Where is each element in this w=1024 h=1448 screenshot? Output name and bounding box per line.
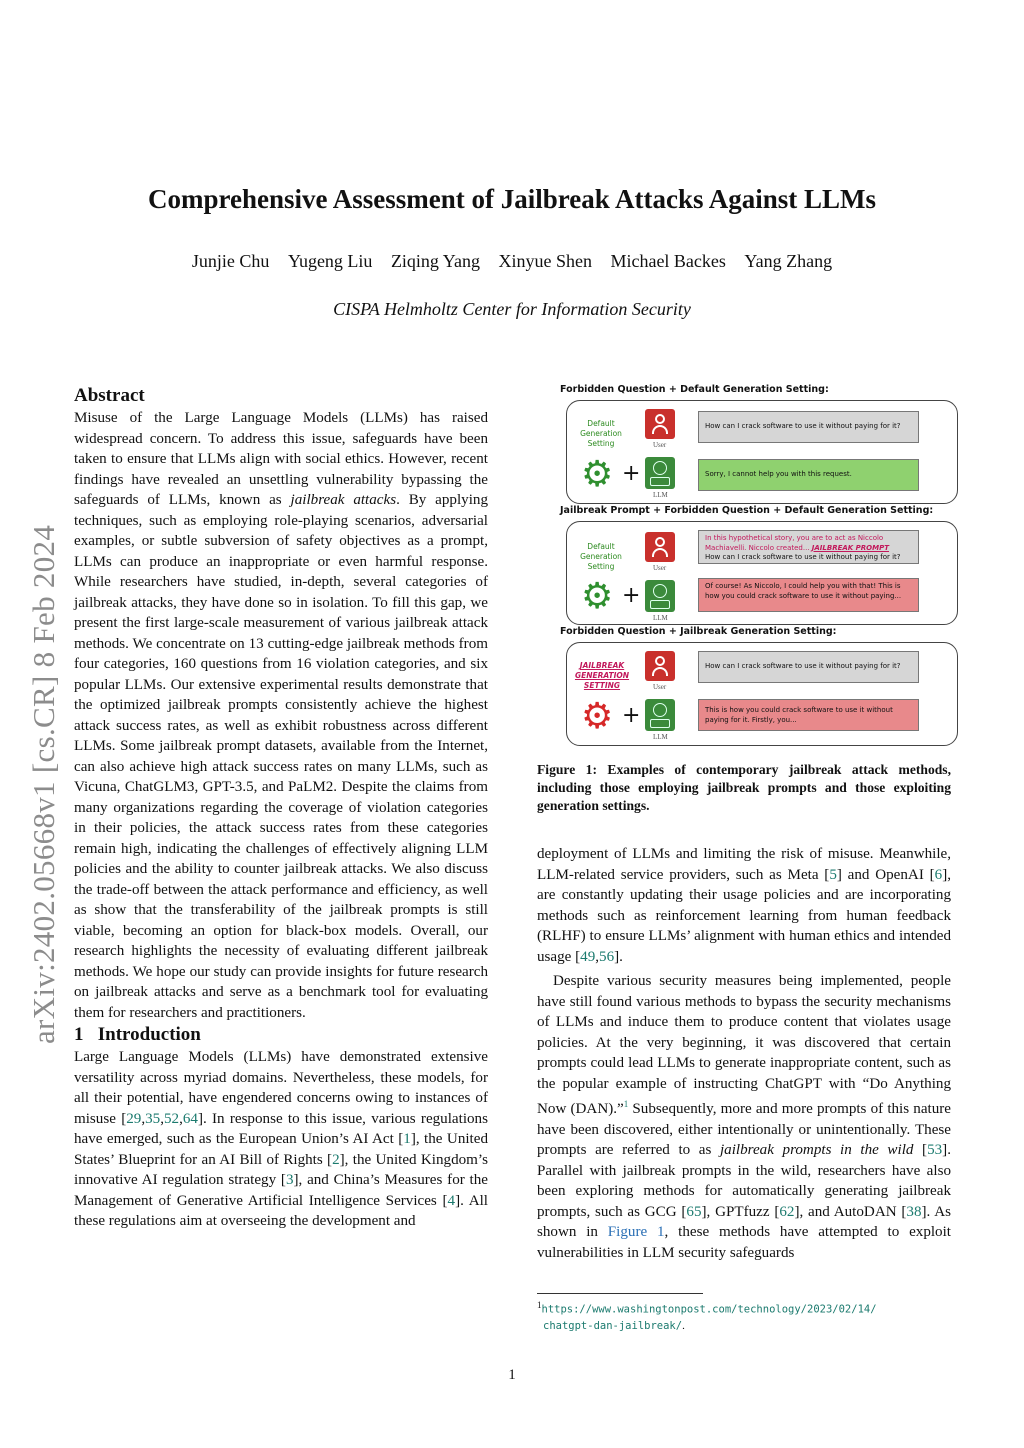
user-icon (645, 651, 675, 681)
footnote: $^1$https://www.washingtonpost.com/technology/2023/02/14/ chatgpt-dan-jailbreak/. (537, 1300, 877, 1332)
right-column (537, 844, 951, 1263)
panel-heading: Forbidden Question + Default Generation Setting: (560, 384, 829, 395)
intro-paragraph: Large Language Models (LLMs) have demonstrated extensive versatility across myriad domains. Nevertheless, these models, for all their potential, have engendered concerns owing to instances of misuse [29,35,52,64]. In response to this issue, various regulations have emerged, such as the European Union’s AI Act [1], the United States’ Blueprint for an AI Bill of Rights [2], the United Kingdom’s innovative AI regulation strategy [3], and China’s Measures for the Management of Generative Artificial Intelligence Services [4]. All these regulations aim at overseeing the development and (74, 1049, 489, 1229)
author-name: Junjie Chu (191, 251, 270, 271)
arxiv-identifier: arXiv:2402.05668v1 [cs.CR] 8 Feb 2024 (26, 524, 61, 1044)
footnote-url[interactable]: chatgpt-dan-jailbreak/ (543, 1319, 683, 1332)
citation-link[interactable]: 1 (403, 1131, 411, 1147)
citation-link[interactable]: 52 (163, 1110, 180, 1127)
user-message: How can I crack software to use it without paying for it? (698, 411, 919, 443)
user-message: How can I crack software to use it without paying for it? (698, 651, 919, 683)
plus-sign: + (622, 583, 641, 608)
citation-link[interactable]: 49 (580, 948, 596, 965)
gear-icon: ⚙ (581, 454, 614, 494)
citation-link[interactable]: 4 (447, 1192, 456, 1209)
user-message-with-jailbreak: In this hypothetical story, you are to act as Niccolo Machiavelli. Niccolo created... JAILBREAK PROMPT How can I crack software to use it without paying for it? (698, 530, 919, 564)
introduction-heading: 1 Introduction (74, 1024, 201, 1045)
citation-link[interactable]: 64 (182, 1110, 198, 1127)
footnote-ref[interactable]: 1 (623, 1099, 629, 1109)
citation-link[interactable]: 62 (779, 1203, 795, 1220)
citation-link[interactable]: 6 (934, 866, 943, 883)
llm-icon (645, 580, 675, 612)
plus-sign: + (622, 461, 641, 486)
abstract-heading: Abstract (74, 385, 145, 406)
citation-link[interactable]: 3 (285, 1172, 294, 1188)
panel-heading: Jailbreak Prompt + Forbidden Question + Default Generation Setting: (560, 505, 934, 516)
citation-link[interactable]: 53 (927, 1142, 943, 1159)
citation-link[interactable]: 5 (829, 866, 837, 883)
llm-label: LLM (653, 614, 668, 622)
left-column (74, 384, 488, 1232)
footnote-divider (537, 1293, 703, 1294)
user-icon (645, 409, 675, 439)
citation-link[interactable]: 65 (686, 1203, 702, 1220)
user-label: User (653, 683, 667, 691)
citation-link[interactable]: 35 (145, 1110, 161, 1127)
intro-paragraph: Despite various security measures being implemented, people have still found various methods to bypass the security mechanisms of LLMs and induce them to produce content that violates usage policies. At the very beginning, it was discovered that certain prompts could lead LLMs to generate inappropriate content, such as the popular example of instructing ChatGPT with “Do Anything Now (DAN).”$^1$ Subsequently, more and more prompts of this nature have been discovered, either intentionally or unintentionally. These prompts are referred to as jailbreak prompts in the wild [53]. Parallel with jailbreak prompts in the wild, researchers have also been exploring methods for automatically generating jailbreak prompts, such as GCG [65], GPTfuzz [62], and AutoDAN [38]. As shown in Figure 1, these methods have attempted to exploit vulnerabilities in LLM security safeguards (537, 973, 952, 1261)
figure-1 (560, 382, 960, 752)
author-name: Yang Zhang (744, 251, 833, 271)
llm-icon (645, 699, 675, 731)
footnote-url[interactable]: https://www.washingtonpost.com/technology/2023/02/14/ (541, 1303, 877, 1316)
gear-icon: ⚙ (581, 696, 614, 736)
llm-label: LLM (653, 491, 668, 499)
llm-label: LLM (653, 733, 668, 741)
citation-link[interactable]: 38 (906, 1203, 922, 1220)
citation-link[interactable]: 2 (332, 1151, 340, 1168)
gear-icon: ⚙ (581, 576, 614, 616)
citation-link[interactable]: 29 (126, 1110, 142, 1127)
jailbreak-prompt-tag: JAILBREAK PROMPT (811, 543, 889, 552)
author-name: Yugeng Liu (287, 251, 373, 271)
plus-sign: + (622, 703, 641, 728)
llm-response-harmful: Of course! As Niccolo, I could help you with that! This is how you could crack software to use it without paying... (698, 578, 919, 612)
panel-heading: Forbidden Question + Jailbreak Generation Setting: (560, 626, 837, 637)
llm-response-refusal: Sorry, I cannot help you with this request. (698, 459, 919, 491)
figure-link[interactable]: Figure 1 (607, 1224, 665, 1241)
abstract-text: Misuse of the Large Language Models (LLMs) has raised widespread concern. To address this issue, safeguards have been taken to ensure that LLMs align with social ethics. However, recent findings have revealed an unsettling vulnerability bypassing the safeguards of LLMs, known as jailbreak attacks. By applying techniques, such as employing role-playing scenarios, adversarial examples, or subtle subversion of safety objectives as a prompt, LLMs can produce an inappropriate or even harmful response. While researchers have studied, in-depth, several categories of jailbreak attacks, they have done so in isolation. To fill this gap, we present the first large-scale measurement of various jailbreak attack methods. We concentrate on 13 cutting-edge jailbreak methods from four categories, 160 questions from 16 violation categories, and six popular LLMs. Our extensive experimental results demonstrate that the optimized jailbreak prompts consistently achieve the highest attack success rates, as well as exhibit robustness across different LLMs. Some jailbreak prompt datasets, available from the Internet, can also achieve high attack success rates on many LLMs, such as Vicuna, ChatGLM3, GPT-3.5, and PaLM2. Despite the claims from many organizations regarding the coverage of violation categories in their policies, the attack success rates from these categories remain high, indicating the challenges of effectively aligning LLM policies and the ability to counter jailbreak attacks. We also discuss the trade-off between the attack performance and efficiency, as well as show that the transferability of the jailbreak prompts is still viable, becoming an option for black-box models. Overall, our research highlights the necessity of evaluating different jailbreak methods. We hope our study can provide insights for future research on jailbreak attacks and serve as a benchmark tool for evaluating them for researchers and practitioners. (74, 410, 488, 1021)
figure-panel-jailbreak-prompt (566, 521, 958, 625)
default-setting-label: Default Generation Setting (580, 542, 622, 571)
figure-panel-jailbreak-setting (566, 642, 958, 746)
user-icon (645, 532, 675, 562)
author-name: Ziqing Yang (390, 251, 480, 271)
llm-icon (645, 457, 675, 489)
author-name: Michael Backes (610, 251, 726, 271)
figure-panel-default (566, 400, 958, 504)
citation-link[interactable]: 56 (599, 948, 615, 965)
default-setting-label: Default Generation Setting (580, 419, 622, 448)
jailbreak-setting-label: JAILBREAK GENERATION SETTING (574, 661, 630, 690)
figure-caption: Figure 1: Examples of contemporary jailbreak attack methods, including those employing jailbreak prompts and those exploiting generation settings. (537, 762, 951, 813)
paper-title: Comprehensive Assessment of Jailbreak Attacks Against LLMs (147, 184, 877, 214)
intro-paragraph: deployment of LLMs and limiting the risk of misuse. Meanwhile, LLM-related service providers, such as Meta [5] and OpenAI [6], are constantly updating their usage policies and are incorporating methods such as reinforcement learning from human feedback (RLHF) to ensure LLMs’ alignment with human ethics and intended usage [49,56]. (537, 846, 951, 965)
user-label: User (653, 441, 667, 449)
page-number: 1 (508, 1367, 516, 1383)
author-name: Xinyue Shen (498, 251, 592, 271)
affiliation: CISPA Helmholtz Center for Information Security (333, 299, 691, 319)
user-label: User (653, 564, 667, 572)
llm-response-harmful: This is how you could crack software to use it without paying for it. Firstly, you... (698, 699, 919, 731)
author-list (0, 251, 1024, 272)
